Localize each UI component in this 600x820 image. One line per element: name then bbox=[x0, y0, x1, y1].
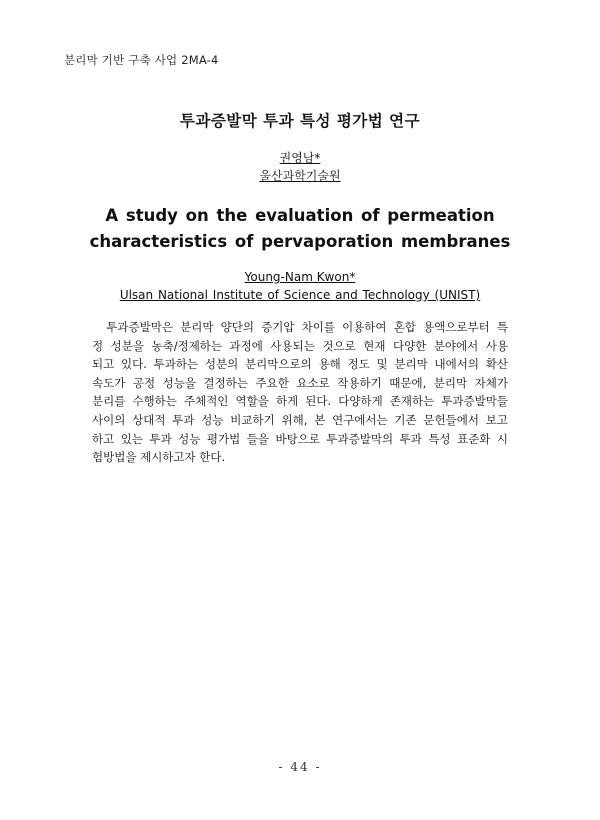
abstract-line: 투과증발막은 분리막 양단의 증기압 차이를 이용하여 혼합 용액으로부터 특 bbox=[92, 320, 508, 334]
header-tag: 분리막 기반 구축 사업 2MA-4 bbox=[64, 53, 219, 67]
abstract-line: 속도가 공정 성능을 결정하는 주요한 요소로 작용하기 때문에, 분리막 자체가 bbox=[92, 375, 508, 390]
abstract-line: 사이의 상대적 투과 성능 비교하기 위해, 본 연구에서는 기존 문헌들에서 보고 bbox=[92, 412, 508, 427]
affiliation-english: Ulsan National Institute of Science and Technology (UNIST) bbox=[119, 288, 481, 302]
page-number: - 44 - bbox=[278, 760, 322, 774]
title-english: A study on the evaluation of permeation characteristics of pervaporation membranes bbox=[89, 206, 511, 251]
abstract-line: 정 성분을 농축/정제하는 과정에 사용되는 것으로 현재 다양한 분야에서 사용 bbox=[92, 338, 508, 353]
abstract-line: 되고 있다. 투과하는 성분의 분리막으로의 용해 정도 및 분리막 내에서의 확산 bbox=[92, 357, 508, 372]
title-korean: 투과증발막 투과 특성 평가법 연구 bbox=[179, 112, 421, 130]
abstract-line: 험방법을 제시하고자 한다. bbox=[92, 450, 226, 465]
abstract-line: 하고 있는 투과 성능 평가법 들을 바탕으로 투과증발막의 투과 특성 표준화 시 bbox=[92, 431, 508, 446]
abstract-line: 분리를 수행하는 주체적인 역할을 하게 된다. 다양하게 존재하는 투과증발막들 bbox=[92, 394, 508, 409]
affiliation-korean: 울산과학기술원 bbox=[259, 169, 341, 183]
author-english: Young-Nam Kwon* bbox=[244, 270, 356, 284]
abstract bbox=[92, 318, 508, 467]
author-korean: 권영남* bbox=[279, 151, 321, 165]
